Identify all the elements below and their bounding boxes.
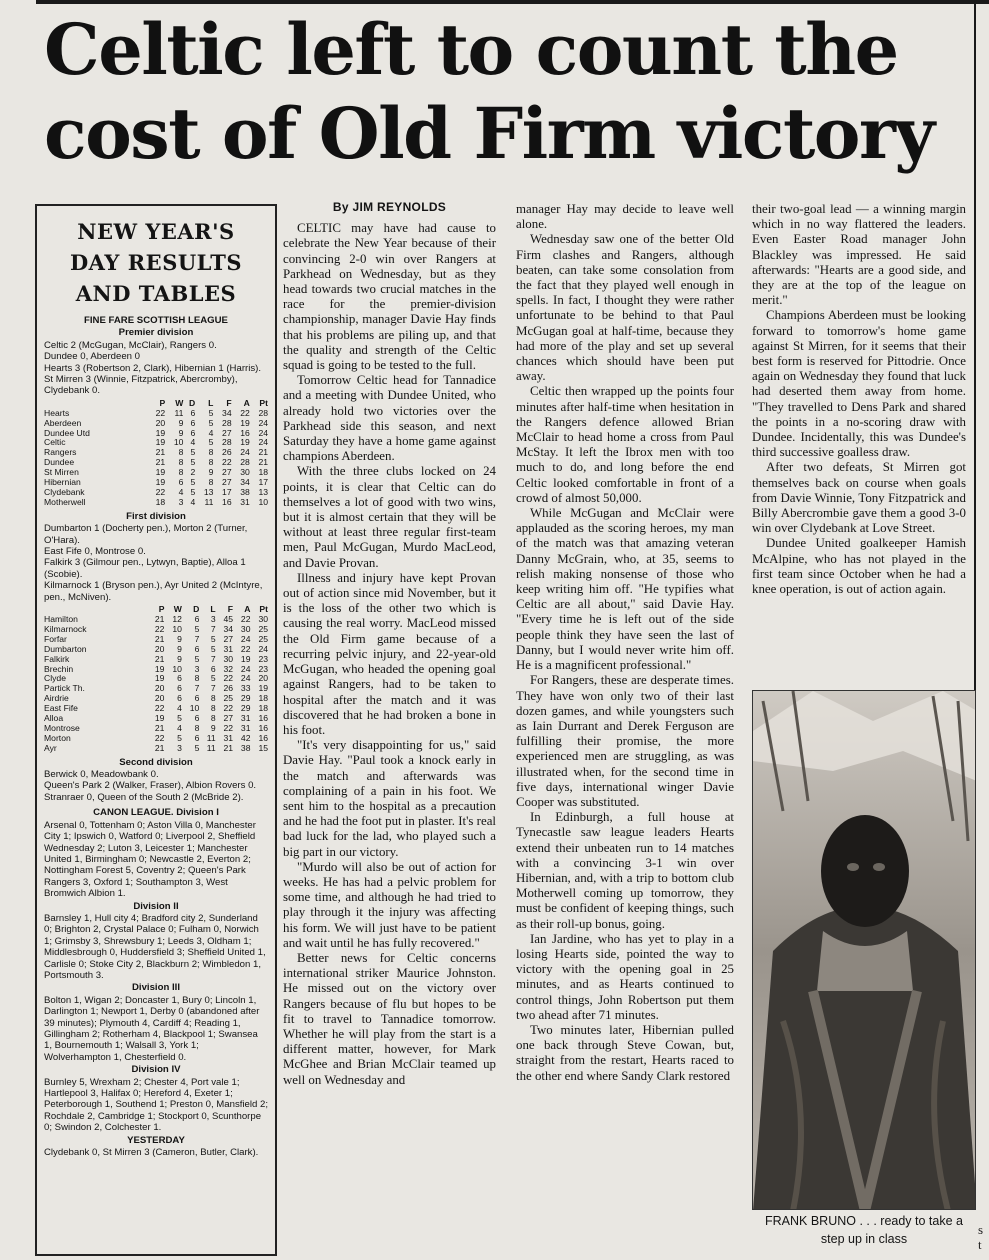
stat-cell: 20 <box>155 417 166 428</box>
stat-cell: 26 <box>222 447 232 458</box>
stat-cell: 8 <box>194 673 200 684</box>
stat-cell: 17 <box>258 477 268 488</box>
team-name: Hibernian <box>44 477 81 488</box>
stat-cell: 24 <box>240 673 251 684</box>
stat-cell: 21 <box>258 457 268 468</box>
stat-cell: 5 <box>208 437 214 448</box>
stat-cell: 2 <box>190 467 196 478</box>
stat-cell: 8 <box>208 477 214 488</box>
stat-cell: 4 <box>208 427 214 438</box>
stat-cell: 9 <box>177 633 182 644</box>
stat-cell: 21 <box>155 447 166 458</box>
yesterday-heading: YESTERDAY <box>127 1134 185 1146</box>
team-name: Ayr <box>44 742 57 753</box>
stat-cell: 27 <box>222 477 232 488</box>
article-paragraph: Ian Jardine, who has yet to play in a losing Hearts side, pointed the way to victory with the opening goal in 25 minutes, and as Hearts continued to control things, John Robertson put them two ahead after 71 minutes. <box>516 931 734 1022</box>
stat-cell: 20 <box>258 673 268 684</box>
results-title-line: NEW YEAR'S <box>77 219 235 244</box>
match-result: Dundee 0, Aberdeen 0 <box>44 351 141 363</box>
stat-cell: 31 <box>240 722 251 733</box>
stat-cell: 19 <box>155 477 166 488</box>
article-paragraph: Champions Aberdeen must be looking forward to tomorrow's home game against St Mirren, for it seems that their best form is reserved for Pittodrie. Once again on Wednesday they found that luck had deserted them away from home. "They travelled to Dens Park and shared the points in a no-scoring draw with Dundee. Incidentally, this was Dundee's third successive goalless draw. <box>752 308 966 460</box>
stat-cell: 12 <box>172 613 182 624</box>
stat-cell: 25 <box>258 633 268 644</box>
stat-cell: 38 <box>240 487 250 497</box>
stat-cell: 31 <box>223 643 234 654</box>
bruno-photo <box>752 690 976 1210</box>
yesterday-results: Clydebank 0, St Mirren 3 (Cameron, Butler, Clark). <box>44 1147 259 1159</box>
team-name: Kilmarnock <box>44 623 87 634</box>
stat-cell: 22 <box>154 623 165 634</box>
header-cell: L <box>210 604 216 615</box>
stat-cell: 8 <box>210 693 216 704</box>
premier-heading: Premier division <box>118 327 194 339</box>
top-rule <box>36 0 989 4</box>
stat-cell: 20 <box>154 643 165 654</box>
second-division-results <box>44 769 268 803</box>
match-result: Kilmarnock 1 (Bryson pen.), Ayr United 2 (McIntyre, pen., McNiven). <box>44 580 263 603</box>
stat-cell: 6 <box>177 673 182 684</box>
stat-cell: 30 <box>223 653 234 664</box>
stat-cell: 5 <box>190 477 196 488</box>
stat-cell: 8 <box>194 722 200 733</box>
stat-cell: 5 <box>210 643 216 654</box>
article-paragraph: "Murdo will also be out of action for weeks. He has had a pelvic problem for some time, and although he had tried to play through it the injury was affecting his form. We will just have to be patient and wait until he has fully recovered." <box>283 859 496 950</box>
header-cell: W <box>173 604 182 615</box>
stat-cell: 9 <box>178 427 184 438</box>
stat-cell: 24 <box>258 643 268 654</box>
stat-cell: 3 <box>210 613 216 624</box>
team-name: Dundee <box>44 457 75 468</box>
division-4-heading: Division IV <box>131 1064 181 1076</box>
table-row <box>44 744 268 754</box>
stat-cell: 6 <box>190 427 196 438</box>
team-name: Clyde <box>44 673 66 684</box>
stat-cell: 10 <box>172 623 182 634</box>
stat-cell: 28 <box>222 437 232 448</box>
stat-cell: 6 <box>177 683 182 694</box>
table-row <box>44 498 268 508</box>
stat-cell: 18 <box>258 693 268 704</box>
match-result: St Mirren 3 (Winnie, Fitzpatrick, Abercromby), Clydebank 0. <box>44 374 238 397</box>
stat-cell: 5 <box>190 487 196 497</box>
stat-cell: 16 <box>258 732 268 743</box>
division-3-heading: Division III <box>132 982 180 994</box>
article-paragraph: After two defeats, St Mirren got themselves back on course when goals from Davie Winnie, Tony Fitzpatrick and Billy Abercrombie gave them a good 3-0 win over Clydebank at Love Street. <box>752 460 966 536</box>
team-name: Alloa <box>44 713 64 724</box>
stat-cell: 32 <box>223 663 234 674</box>
stat-cell: 22 <box>240 613 251 624</box>
stat-cell: 22 <box>154 732 165 743</box>
article-paragraph: "It's very disappointing for us," said Davie Hay. "Paul took a knock early in the match and afterwards was complaining of a pain in his foot. We sent him to the hospital as a precaution and he had the foot put in plaster. It's real bad luck for the lad, who played such a big part in our victory. <box>283 738 496 859</box>
stat-cell: 19 <box>240 417 250 428</box>
stat-cell: 10 <box>258 496 268 507</box>
stat-cell: 13 <box>258 487 268 497</box>
article-paragraph: their two-goal lead — a winning margin which in no way flattered the leaders. Even Easter Road manager John Blackley was impressed. He said afterwards: "Hearts are a good side, and they are at the top of the league on merit." <box>752 202 966 308</box>
column-3-body <box>752 202 966 597</box>
article-paragraph: CELTIC may have had cause to celebrate the New Year because of their convincing 2-0 win over Rangers at Parkhead on Wednesday, but as they head towards two crucial matches in the race for the premier-division championship, manager Davie Hay finds that his problems are piling up, and that the quality and strength of the Celtic squad is going to be tested to the full. <box>283 221 496 373</box>
stat-cell: 7 <box>210 653 216 664</box>
header-cell: D <box>193 604 200 615</box>
stat-cell: 8 <box>210 713 216 724</box>
header-cell: L <box>208 397 214 408</box>
article-column-3 <box>752 202 966 597</box>
stat-cell: 21 <box>154 722 165 733</box>
stat-cell: 38 <box>240 742 251 753</box>
stat-cell: 31 <box>240 713 251 724</box>
stat-cell: 27 <box>223 713 234 724</box>
stat-cell: 10 <box>189 703 200 714</box>
stat-cell: 22 <box>240 407 250 418</box>
stat-cell: 24 <box>240 633 251 644</box>
stat-cell: 16 <box>258 713 268 724</box>
stat-cell: 20 <box>154 693 165 704</box>
stat-cell: 25 <box>258 623 268 634</box>
stat-cell: 27 <box>222 467 232 478</box>
stat-cell: 24 <box>240 447 250 458</box>
stat-cell: 5 <box>190 457 196 468</box>
stat-cell: 8 <box>208 457 214 468</box>
article-paragraph: While McGugan and McClair were applauded as the scoring heroes, my man of the match was that amazing veteran Danny McGrain, who, at 35, seems to relish making nonsense of those who keep writing him off. "He typifies what Celtic are all about," said Davie Hay. "Every time he is left out of the side people think they have seen the last of Danny, but I would never write him off. He is a magnificent professional." <box>516 506 734 673</box>
stat-cell: 5 <box>210 633 216 644</box>
stat-cell: 30 <box>240 467 250 478</box>
stat-cell: 8 <box>210 703 216 714</box>
first-division-results <box>44 523 268 603</box>
team-name: East Fife <box>44 703 78 714</box>
stat-cell: 8 <box>178 447 184 458</box>
table-row <box>44 655 268 665</box>
stat-cell: 34 <box>223 623 234 634</box>
stat-cell: 34 <box>222 407 232 418</box>
match-result: Berwick 0, Meadowbank 0. <box>44 769 159 781</box>
header-cell: A <box>243 397 250 408</box>
stat-cell: 19 <box>154 663 165 674</box>
match-result: Hearts 3 (Robertson 2, Clark), Hibernian 1 (Harris). <box>44 362 261 374</box>
stat-cell: 6 <box>190 417 196 428</box>
stat-cell: 11 <box>206 732 216 743</box>
team-name: Morton <box>44 732 71 743</box>
canon-division-1-results: Arsenal 0, Tottenham 0; Aston Villa 0, Manchester City 1; Ipswich 0, Watford 0; Liverpool 2, Sheffield Wednesday 2; Luton 3, Leicester 1; Manchester United 1, Birmingham 0; Newcastle 2, Everton 2; Nottingham Forest 5, Coventry 2; Queen's Park Rangers 3, Oxford 1; Southampton 3, West Bromwich Albion 1. <box>44 819 256 900</box>
stat-cell: 11 <box>204 496 214 507</box>
article-paragraph: Illness and injury have kept Provan out of action since mid November, but it is the loss of the other two which is causing the real worry. MacLeod missed the Old Firm game because of a recurring pelvic injury, and 22-year-old McGugan, who headed the opening goal against Rangers, had to be taken to hospital after the match and it was discovered that he had broken a bone in his foot. <box>283 570 496 737</box>
first-division-heading: First division <box>126 510 186 522</box>
premier-table <box>44 399 268 508</box>
stat-cell: 21 <box>155 457 166 468</box>
stat-cell: 24 <box>258 437 268 448</box>
stat-cell: 18 <box>155 496 166 507</box>
stat-cell: 30 <box>258 613 268 624</box>
stat-cell: 19 <box>154 713 165 724</box>
stat-cell: 6 <box>194 643 200 654</box>
canon-division-3-results: Bolton 1, Wigan 2; Doncaster 1, Bury 0; Lincoln 1, Darlington 1; Newport 1, Derby 0 (abandoned after 39 minutes); Plymouth 4, Cardiff 4; Reading 1, Gillingham 2; Rotherham 4, Blackpool 1; Swansea 1, Bournemouth 1; Walsall 3, York 1; Wolverhampton 1, Chesterfield 0. <box>44 994 260 1063</box>
stat-cell: 9 <box>178 417 184 428</box>
team-name: Airdrie <box>44 693 69 704</box>
first-division-table <box>44 605 268 754</box>
stat-cell: 24 <box>258 417 268 428</box>
article-paragraph: In Edinburgh, a full house at Tynecastle saw league leaders Hearts extend their unbeaten run to 14 matches with a convincing 3-1 win over Hibernian, and, with a trip to bottom club Motherwell coming up tomorrow, they must be confident of keeping things, such as their roll-up bonus, going. <box>516 810 734 931</box>
header-cell: Pt <box>259 604 268 615</box>
stat-cell: 26 <box>223 683 234 694</box>
stat-cell: 7 <box>210 623 216 634</box>
team-name: Brechin <box>44 663 74 674</box>
team-name: St Mirren <box>44 467 79 478</box>
stat-cell: 22 <box>155 407 166 418</box>
stat-cell: 5 <box>208 417 214 428</box>
match-result: Dumbarton 1 (Docherty pen.), Morton 2 (Turner, O'Hara). <box>44 523 248 546</box>
stat-cell: 5 <box>194 653 200 664</box>
headline: Celtic left to count the cost of Old Firm victory <box>44 8 934 175</box>
stat-cell: 8 <box>178 467 184 478</box>
adjacent-column-edge: s t <box>978 1222 984 1252</box>
match-result: Falkirk 3 (Gilmour pen., Lytwyn, Baptie), Alloa 1 (Scobie). <box>44 557 246 580</box>
stat-cell: 22 <box>223 703 234 714</box>
article-paragraph: Celtic then wrapped up the points four minutes after half-time when hesitation in the Rangers defence allowed Brian McClair to head home a cross from Paul McStay. It left the Ibrox men with too much to do, and long before the end Celtic looked comfortable in front of a crowd of almost 50,000. <box>516 384 734 505</box>
article-column-2 <box>516 202 734 1084</box>
team-name: Dundee Utd <box>44 427 90 438</box>
stat-cell: 17 <box>222 487 232 497</box>
canon-heading: CANON LEAGUE. Division I <box>93 807 219 819</box>
header-cell: W <box>175 397 184 408</box>
column-1-body <box>283 221 496 1088</box>
stat-cell: 5 <box>177 713 182 724</box>
match-result: Queen's Park 2 (Walker, Fraser), Albion Rovers 0. <box>44 780 257 792</box>
stat-cell: 15 <box>258 742 268 753</box>
stat-cell: 31 <box>223 732 234 743</box>
column-2-body <box>516 202 734 1084</box>
header-cell: F <box>226 397 232 408</box>
stat-cell: 11 <box>206 742 216 753</box>
header-cell: D <box>189 397 196 408</box>
results-title-line: DAY RESULTS <box>69 250 243 275</box>
stat-cell: 6 <box>190 407 196 418</box>
stat-cell: 28 <box>258 407 268 418</box>
team-name: Rangers <box>44 447 77 458</box>
stat-cell: 8 <box>178 457 184 468</box>
stat-cell: 45 <box>223 613 234 624</box>
stat-cell: 19 <box>258 683 268 694</box>
stat-cell: 22 <box>223 673 234 684</box>
stat-cell: 10 <box>173 437 184 448</box>
results-title-line: AND TABLES <box>75 281 237 306</box>
article-paragraph: With the three clubs locked on 24 points, it is clear that Celtic can do themselves a lot of good with two wins, but it is almost certain that they will be without at least three regular first-team men, Paul McGugan, Murdo MacLeod, and Davie Provan. <box>283 464 496 570</box>
stat-cell: 21 <box>258 447 268 458</box>
team-name: Motherwell <box>44 496 86 507</box>
stat-cell: 20 <box>154 683 165 694</box>
stat-cell: 7 <box>210 683 216 694</box>
stat-cell: 3 <box>194 663 200 674</box>
team-name: Celtic <box>44 437 66 448</box>
article-paragraph: manager Hay may decide to leave well alone. <box>516 202 734 232</box>
team-name: Aberdeen <box>44 417 82 428</box>
stat-cell: 5 <box>177 732 182 743</box>
division-2-heading: Division II <box>133 900 179 912</box>
column-divider <box>974 0 976 690</box>
photo-caption: FRANK BRUNO . . . ready to take a step up in class <box>765 1214 963 1246</box>
stat-cell: 18 <box>258 703 268 714</box>
second-division-heading: Second division <box>119 756 193 768</box>
stat-cell: 9 <box>208 467 214 478</box>
stat-cell: 11 <box>174 407 184 418</box>
header-cell: Pt <box>259 397 268 408</box>
team-name: Hamilton <box>44 613 78 624</box>
stat-cell: 34 <box>240 477 250 488</box>
canon-division-4-results: Burnley 5, Wrexham 2; Chester 4, Port vale 1; Hartlepool 3, Halifax 0; Hereford 4, Exeter 1; Peterborough 1, Southend 1; Preston 0, Mansfield 2; Rochdale 2, Cambridge 1; Stockport 0, Scunthorpe 0; Swindon 2, Colchester 1. <box>44 1076 269 1134</box>
canon-division-2-results: Barnsley 1, Hull city 4; Bradford city 2, Sunderland 0; Brighton 2, Crystal Palace 0; Fulham 0, Norwich 1; Grimsby 3, Shrewsbury 1; Leeds 3, Oldham 1; Middlesbrough 0, Huddersfield 3; Sheffield United 1, Carlisle 0; Stoke City 2, Blackburn 2; Wimbledon 1, Portsmouth 3. <box>44 912 266 981</box>
stat-cell: 6 <box>178 477 184 488</box>
stat-cell: 22 <box>223 722 234 733</box>
stat-cell: 22 <box>154 703 165 714</box>
stat-cell: 7 <box>194 683 200 694</box>
header-cell: A <box>244 604 251 615</box>
results-title <box>44 216 268 309</box>
stat-cell: 4 <box>190 437 196 448</box>
stat-cell: 16 <box>222 496 232 507</box>
stat-cell: 3 <box>177 742 182 753</box>
stat-cell: 21 <box>154 613 165 624</box>
stat-cell: 6 <box>210 663 216 674</box>
stat-cell: 25 <box>223 693 234 704</box>
stat-cell: 5 <box>210 673 216 684</box>
team-name: Falkirk <box>44 653 70 664</box>
stat-cell: 4 <box>177 703 182 714</box>
stat-cell: 28 <box>222 417 232 428</box>
team-name: Montrose <box>44 722 80 733</box>
byline: By JIM REYNOLDS <box>332 200 447 214</box>
team-name: Hearts <box>44 407 70 418</box>
stat-cell: 7 <box>194 633 200 644</box>
team-name: Forfar <box>44 633 67 644</box>
stat-cell: 16 <box>258 722 268 733</box>
league-name: FINE FARE SCOTTISH LEAGUE <box>84 315 228 326</box>
stat-cell: 9 <box>177 653 182 664</box>
stat-cell: 22 <box>240 643 251 654</box>
stat-cell: 24 <box>258 427 268 438</box>
stat-cell: 27 <box>222 427 232 438</box>
article-paragraph: Tomorrow Celtic head for Tannadice and a meeting with Dundee United, who already hold two victories over the Parkhead side this season, and next Saturday they have a home game against champions Aberdeen. <box>283 373 496 464</box>
stat-cell: 29 <box>240 693 251 704</box>
stat-cell: 5 <box>194 742 200 753</box>
photo-image <box>753 691 976 1210</box>
header-cell: F <box>227 604 234 615</box>
stat-cell: 18 <box>258 467 268 478</box>
match-result: Stranraer 0, Queen of the South 2 (McBride 2). <box>44 791 244 803</box>
article-paragraph: Better news for Celtic concerns international striker Maurice Johnston. He missed out on the victory over Rangers because of flu but hopes to be fit to travel to Tannadice tomorrow. Whether he will play from the start is a different matter, however, for Mark McGhee and Brian McClair teamed up well on Wednesday and <box>283 950 496 1087</box>
stat-cell: 10 <box>172 663 182 674</box>
stat-cell: 4 <box>190 496 196 507</box>
stat-cell: 33 <box>240 683 251 694</box>
stat-cell: 6 <box>177 693 182 704</box>
stat-cell: 19 <box>155 427 166 438</box>
stat-cell: 6 <box>194 693 200 704</box>
stat-cell: 21 <box>154 653 165 664</box>
stat-cell: 4 <box>177 722 182 733</box>
stat-cell: 3 <box>178 496 184 507</box>
stat-cell: 9 <box>210 722 216 733</box>
stat-cell: 5 <box>190 447 196 458</box>
header-cell: P <box>159 397 166 408</box>
stat-cell: 19 <box>155 467 166 478</box>
stat-cell: 27 <box>223 633 234 644</box>
stat-cell: 19 <box>154 673 165 684</box>
team-name: Partick Th. <box>44 683 85 694</box>
match-result: East Fife 0, Montrose 0. <box>44 546 146 558</box>
article-column-1 <box>283 200 496 1088</box>
header-cell: P <box>158 604 165 615</box>
stat-cell: 21 <box>154 742 165 753</box>
stat-cell: 9 <box>177 643 182 654</box>
stat-cell: 24 <box>240 663 251 674</box>
stat-cell: 6 <box>194 713 200 724</box>
stat-cell: 22 <box>222 457 232 468</box>
stat-cell: 23 <box>258 653 268 664</box>
results-box <box>35 204 277 1256</box>
stat-cell: 19 <box>240 437 250 448</box>
stat-cell: 30 <box>240 623 251 634</box>
stat-cell: 8 <box>208 447 214 458</box>
stat-cell: 21 <box>223 742 234 753</box>
article-paragraph: For Rangers, these are desperate times. They have won only two of their last dozen games, and while youngsters such as Iain Durrant and Derek Ferguson are fulfilling their promise, the more experienced men are struggling, as was illustrated when, for the second time in five days, international winger Davie Cooper was substituted. <box>516 673 734 809</box>
stat-cell: 22 <box>155 487 166 497</box>
stat-cell: 19 <box>155 437 166 448</box>
stat-cell: 31 <box>240 496 250 507</box>
article-paragraph: Two minutes later, Hibernian pulled one back through Steve Cowan, but, straight from the restart, Hearts raced to the other end where Sandy Clark restored <box>516 1022 734 1083</box>
match-result: Celtic 2 (McGugan, McClair), Rangers 0. <box>44 339 217 351</box>
team-name: Clydebank <box>44 487 85 497</box>
stat-cell: 28 <box>240 457 250 468</box>
stat-cell: 16 <box>240 427 250 438</box>
premier-results <box>44 340 268 397</box>
stat-cell: 13 <box>203 487 214 497</box>
team-name: Dumbarton <box>44 643 87 654</box>
stat-cell: 5 <box>194 623 200 634</box>
stat-cell: 4 <box>178 487 184 497</box>
stat-cell: 42 <box>240 732 251 743</box>
stat-cell: 21 <box>154 633 165 644</box>
stat-cell: 19 <box>240 653 251 664</box>
article-paragraph: Wednesday saw one of the better Old Firm clashes and Rangers, although beaten, can take some consolation from the fact that they played well enough in spells. In fact, I thought they were rather unfortunate to be behind to that Paul McGugan goal at half-time, because they had more of the play and set up several chances which should have been put away. <box>516 232 734 384</box>
stat-cell: 6 <box>194 732 200 743</box>
stat-cell: 5 <box>208 407 214 418</box>
stat-cell: 6 <box>194 613 200 624</box>
stat-cell: 29 <box>240 703 251 714</box>
article-paragraph: Dundee United goalkeeper Hamish McAlpine, who has not played in the first team since October when he had a knee operation, is out of action again. <box>752 536 966 597</box>
stat-cell: 23 <box>258 663 268 674</box>
